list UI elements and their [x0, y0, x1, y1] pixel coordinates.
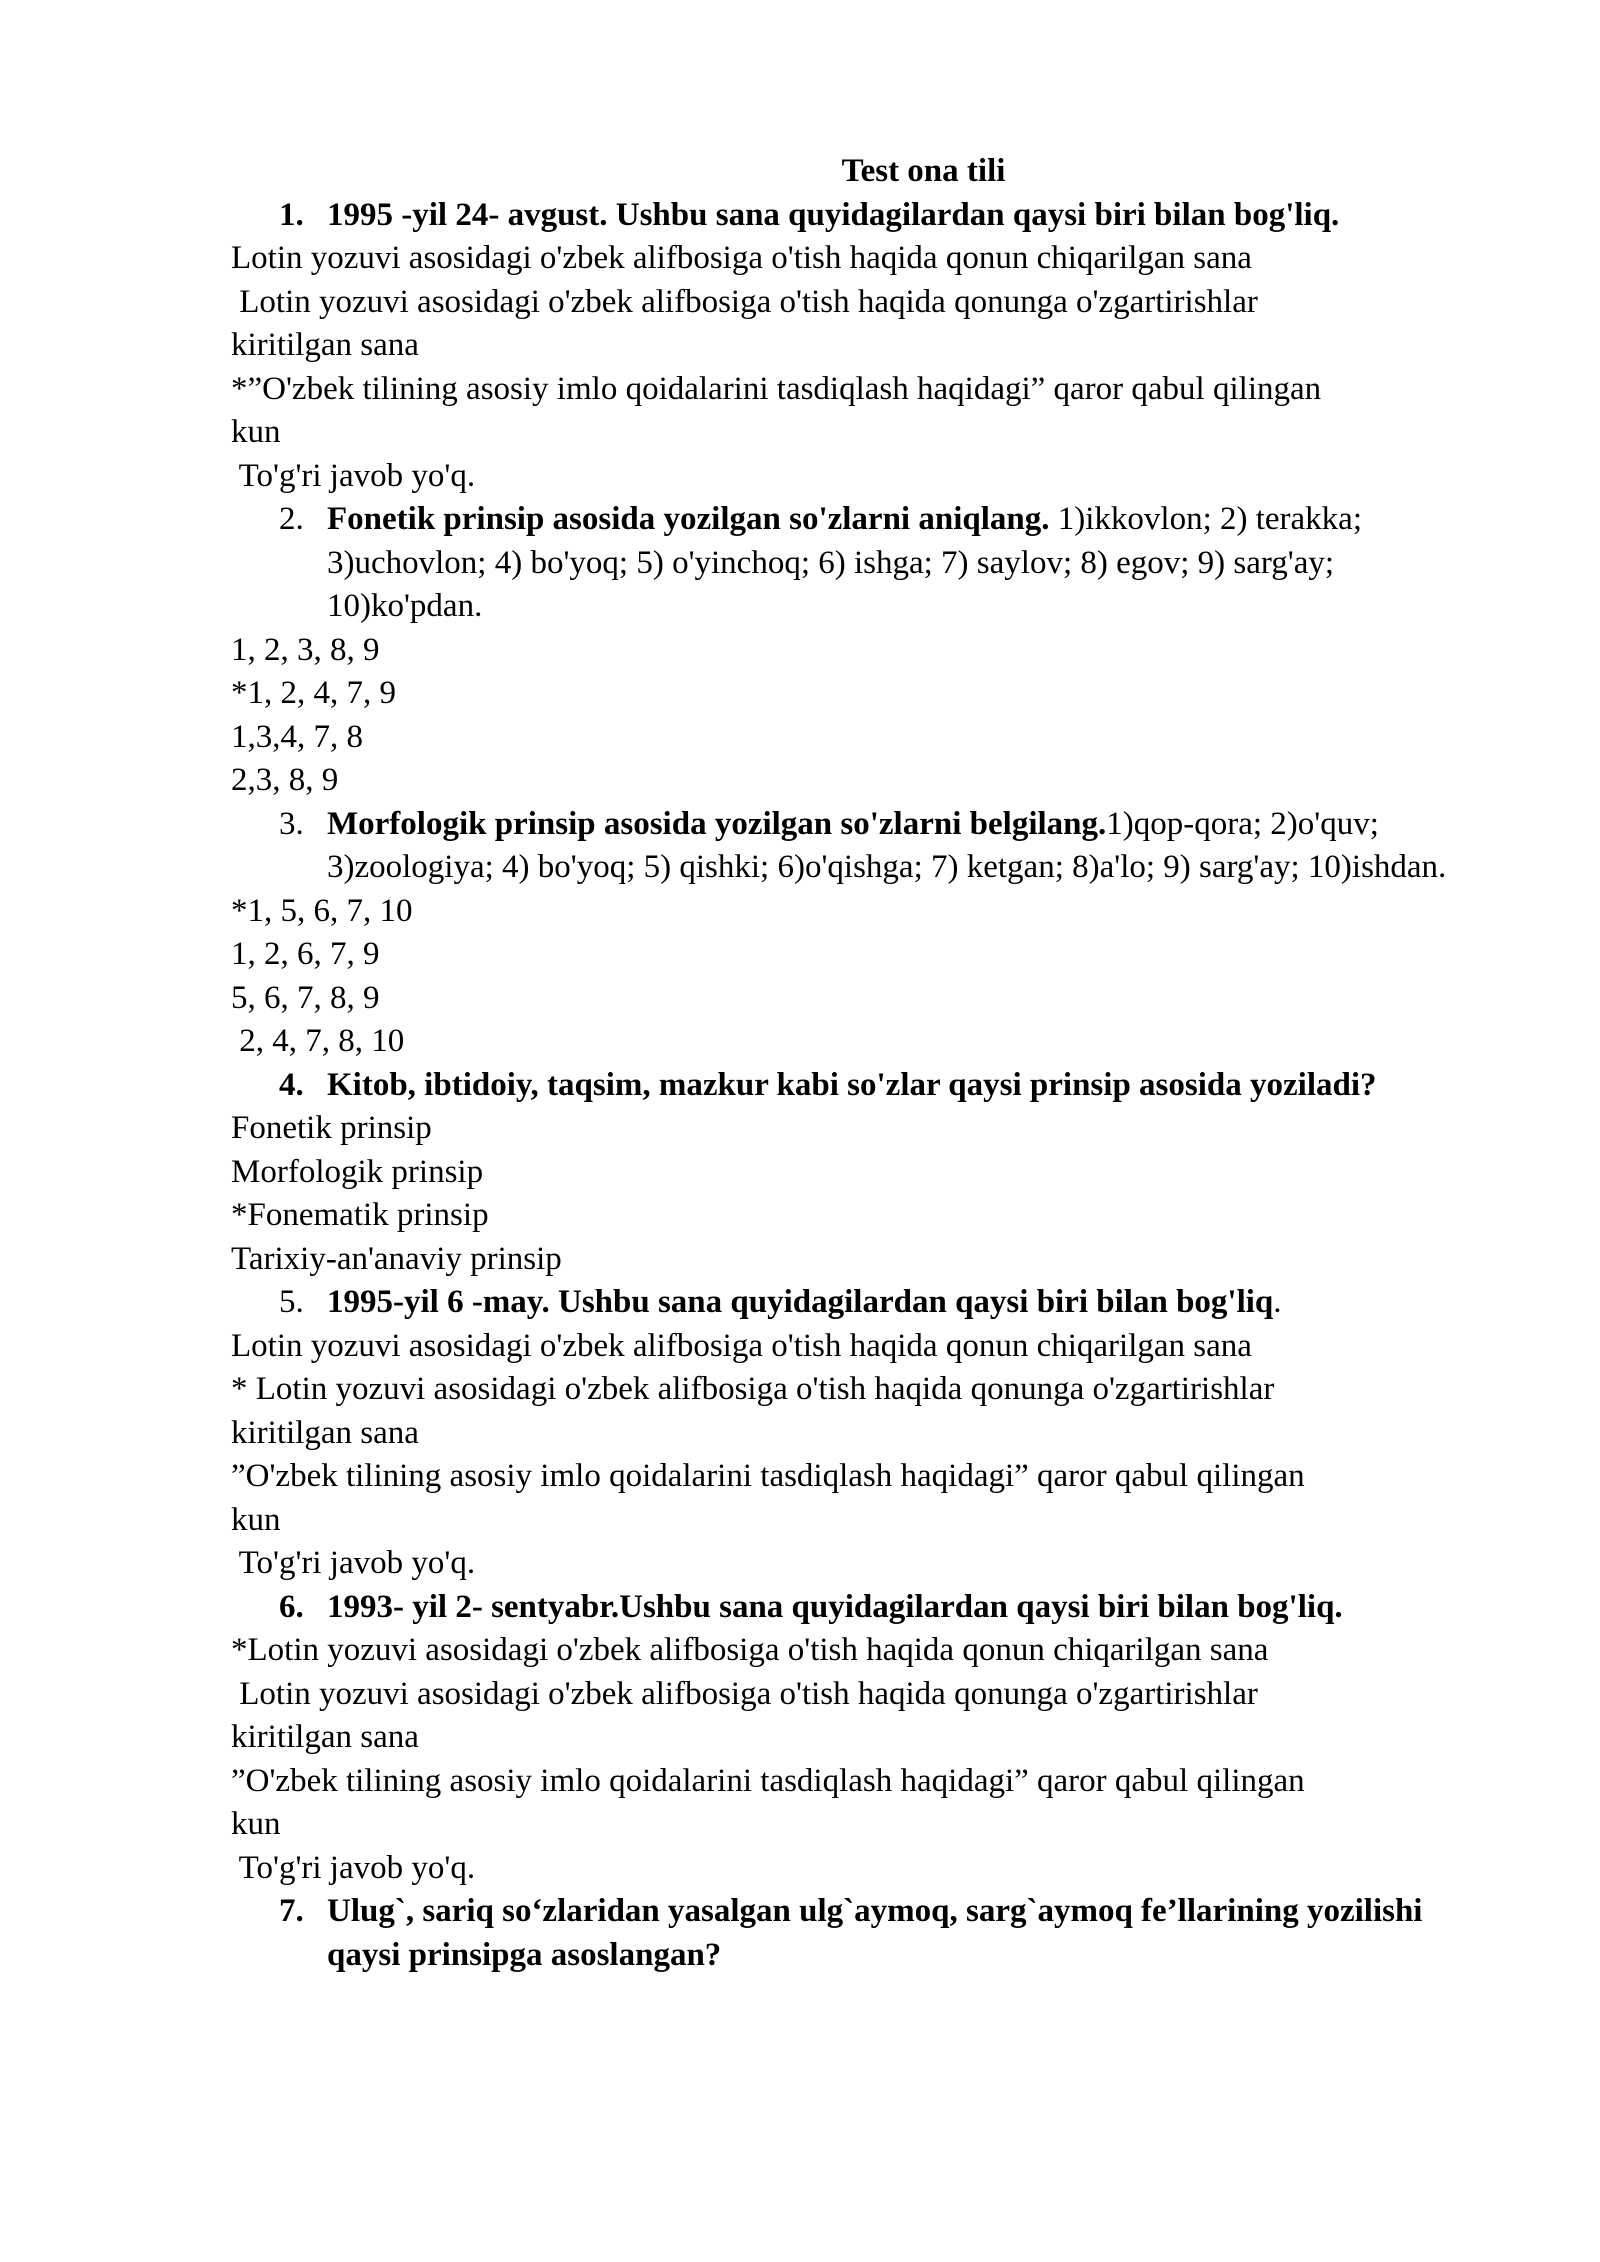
question-number: 7. [279, 1893, 304, 1929]
question-text [327, 194, 1496, 238]
question-words: . [1273, 1284, 1282, 1320]
question-number: 2. [279, 501, 304, 537]
answer-option-line: *Lotin yozuvi asosidagi o'zbek alifbosiga o'tish haqida qonun chiqarilgan sana [231, 1632, 1269, 1668]
question-number: 3. [279, 805, 304, 842]
answer-option-line: kun [231, 1501, 281, 1538]
answer-option-line: 2,3, 8, 9 [231, 762, 339, 798]
question-prompt: 1993- yil 2- sentyabr.Ushbu sana quyidagilardan qaysi biri bilan bog'liq. [327, 1588, 1343, 1625]
answer-option-line: 2, 4, 7, 8, 10 [231, 1023, 405, 1059]
question-text [327, 498, 1496, 629]
answer-option-line: Morfologik prinsip [231, 1153, 484, 1190]
question-number: 4. [279, 1066, 304, 1103]
question-prompt: Fonetik prinsip asosida yozilgan so'zlarni aniqlang. [327, 501, 1050, 537]
question-prompt: Ulug`, sariq so‘zlaridan yasalgan ulg`aymoq, sarg`aymoq fe’llarining yozilishi qaysi prinsipga asoslangan? [327, 1893, 1423, 1973]
answer-option-line: 5, 6, 7, 8, 9 [231, 979, 380, 1016]
answer-option-line: To'g'ri javob yo'q. [231, 1849, 476, 1886]
question-7 [279, 1890, 1496, 1977]
answer-option-line: *1, 5, 6, 7, 10 [231, 892, 413, 929]
question-text [327, 1064, 1496, 1108]
question-6 [279, 1586, 1496, 1630]
question-2 [279, 498, 1496, 629]
document-content [231, 150, 1496, 1977]
answer-option-line: 1, 2, 6, 7, 9 [231, 936, 380, 972]
answer-option-line: 1,3,4, 7, 8 [231, 718, 363, 755]
answer-option-line: kiritilgan sana [231, 327, 419, 363]
question-1 [279, 194, 1496, 238]
answer-option-line: ”O'zbek tilining asosiy imlo qoidalarini tasdiqlash haqidagi” qaror qabul qilingan [231, 1762, 1305, 1799]
answer-option-line: kiritilgan sana [231, 1414, 419, 1451]
answer-option-line: Fonetik prinsip [231, 1110, 432, 1146]
question-number: 5. [279, 1284, 304, 1320]
question-prompt: Kitob, ibtidoiy, taqsim, mazkur kabi so'zlar qaysi prinsip asosida yoziladi? [327, 1066, 1377, 1103]
question-prompt: Morfologik prinsip asosida yozilgan so'zlarni belgilang. [327, 805, 1107, 842]
answer-option-line: Lotin yozuvi asosidagi o'zbek alifbosiga o'tish haqida qonun chiqarilgan sana [231, 1327, 1252, 1364]
document-title: Test ona tili [841, 153, 1006, 189]
answer-option-line: To'g'ri javob yo'q. [231, 1545, 476, 1581]
answer-option-line: * Lotin yozuvi asosidagi o'zbek alifbosiga o'tish haqida qonunga o'zgartirishlar [231, 1371, 1275, 1407]
question-prompt: 1995 -yil 24- avgust. Ushbu sana quyidagilardan qaysi biri bilan bog'liq. [327, 196, 1340, 233]
answer-option-line: ”O'zbek tilining asosiy imlo qoidalarini tasdiqlash haqidagi” qaror qabul qilingan [231, 1458, 1305, 1494]
question-3 [279, 803, 1496, 890]
answer-option-line: Lotin yozuvi asosidagi o'zbek alifbosiga o'tish haqida qonun chiqarilgan sana [231, 240, 1252, 276]
question-5 [279, 1281, 1496, 1325]
answer-option-line: To'g'ri javob yo'q. [231, 457, 476, 494]
answer-option-line: Lotin yozuvi asosidagi o'zbek alifbosiga o'tish haqida qonunga o'zgartirishlar [231, 283, 1258, 320]
answer-option-line: kun [231, 1806, 281, 1842]
question-prompt: 1995-yil 6 -may. Ushbu sana quyidagilardan qaysi biri bilan bog'liq [327, 1284, 1274, 1320]
question-text [327, 1281, 1496, 1325]
answer-option-line: Tarixiy-an'anaviy prinsip [231, 1240, 562, 1277]
answer-option-line: kun [231, 414, 281, 450]
question-number: 6. [279, 1588, 304, 1625]
answer-option-line: kiritilgan sana [231, 1719, 419, 1755]
question-text [327, 1586, 1496, 1630]
question-text [327, 803, 1496, 890]
answer-option-line: 1, 2, 3, 8, 9 [231, 631, 380, 668]
question-4 [279, 1064, 1496, 1108]
answer-option-line: *”O'zbek tilining asosiy imlo qoidalarini tasdiqlash haqidagi” qaror qabul qilingan [231, 370, 1322, 407]
question-number: 1. [279, 196, 304, 233]
answer-option-line: *Fonematik prinsip [231, 1197, 489, 1233]
answer-option-line: Lotin yozuvi asosidagi o'zbek alifbosiga o'tish haqida qonunga o'zgartirishlar [231, 1675, 1258, 1712]
question-words: 1)ikkovlon; 2) terakka; 3)uchovlon; 4) bo'yoq; 5) o'yinchoq; 6) ishga; 7) saylov; 8) egov; 9) sarg'ay; 10)ko'pdan. [327, 501, 1363, 624]
answer-option-line: *1, 2, 4, 7, 9 [231, 675, 396, 711]
question-words: 1)qop-qora; 2)o'quv; 3)zoologiya; 4) bo'yoq; 5) qishki; 6)o'qishga; 7) ketgan; 8)a'lo; 9) sarg'ay; 10)ishdan. [327, 805, 1447, 885]
question-text [327, 1890, 1496, 1977]
